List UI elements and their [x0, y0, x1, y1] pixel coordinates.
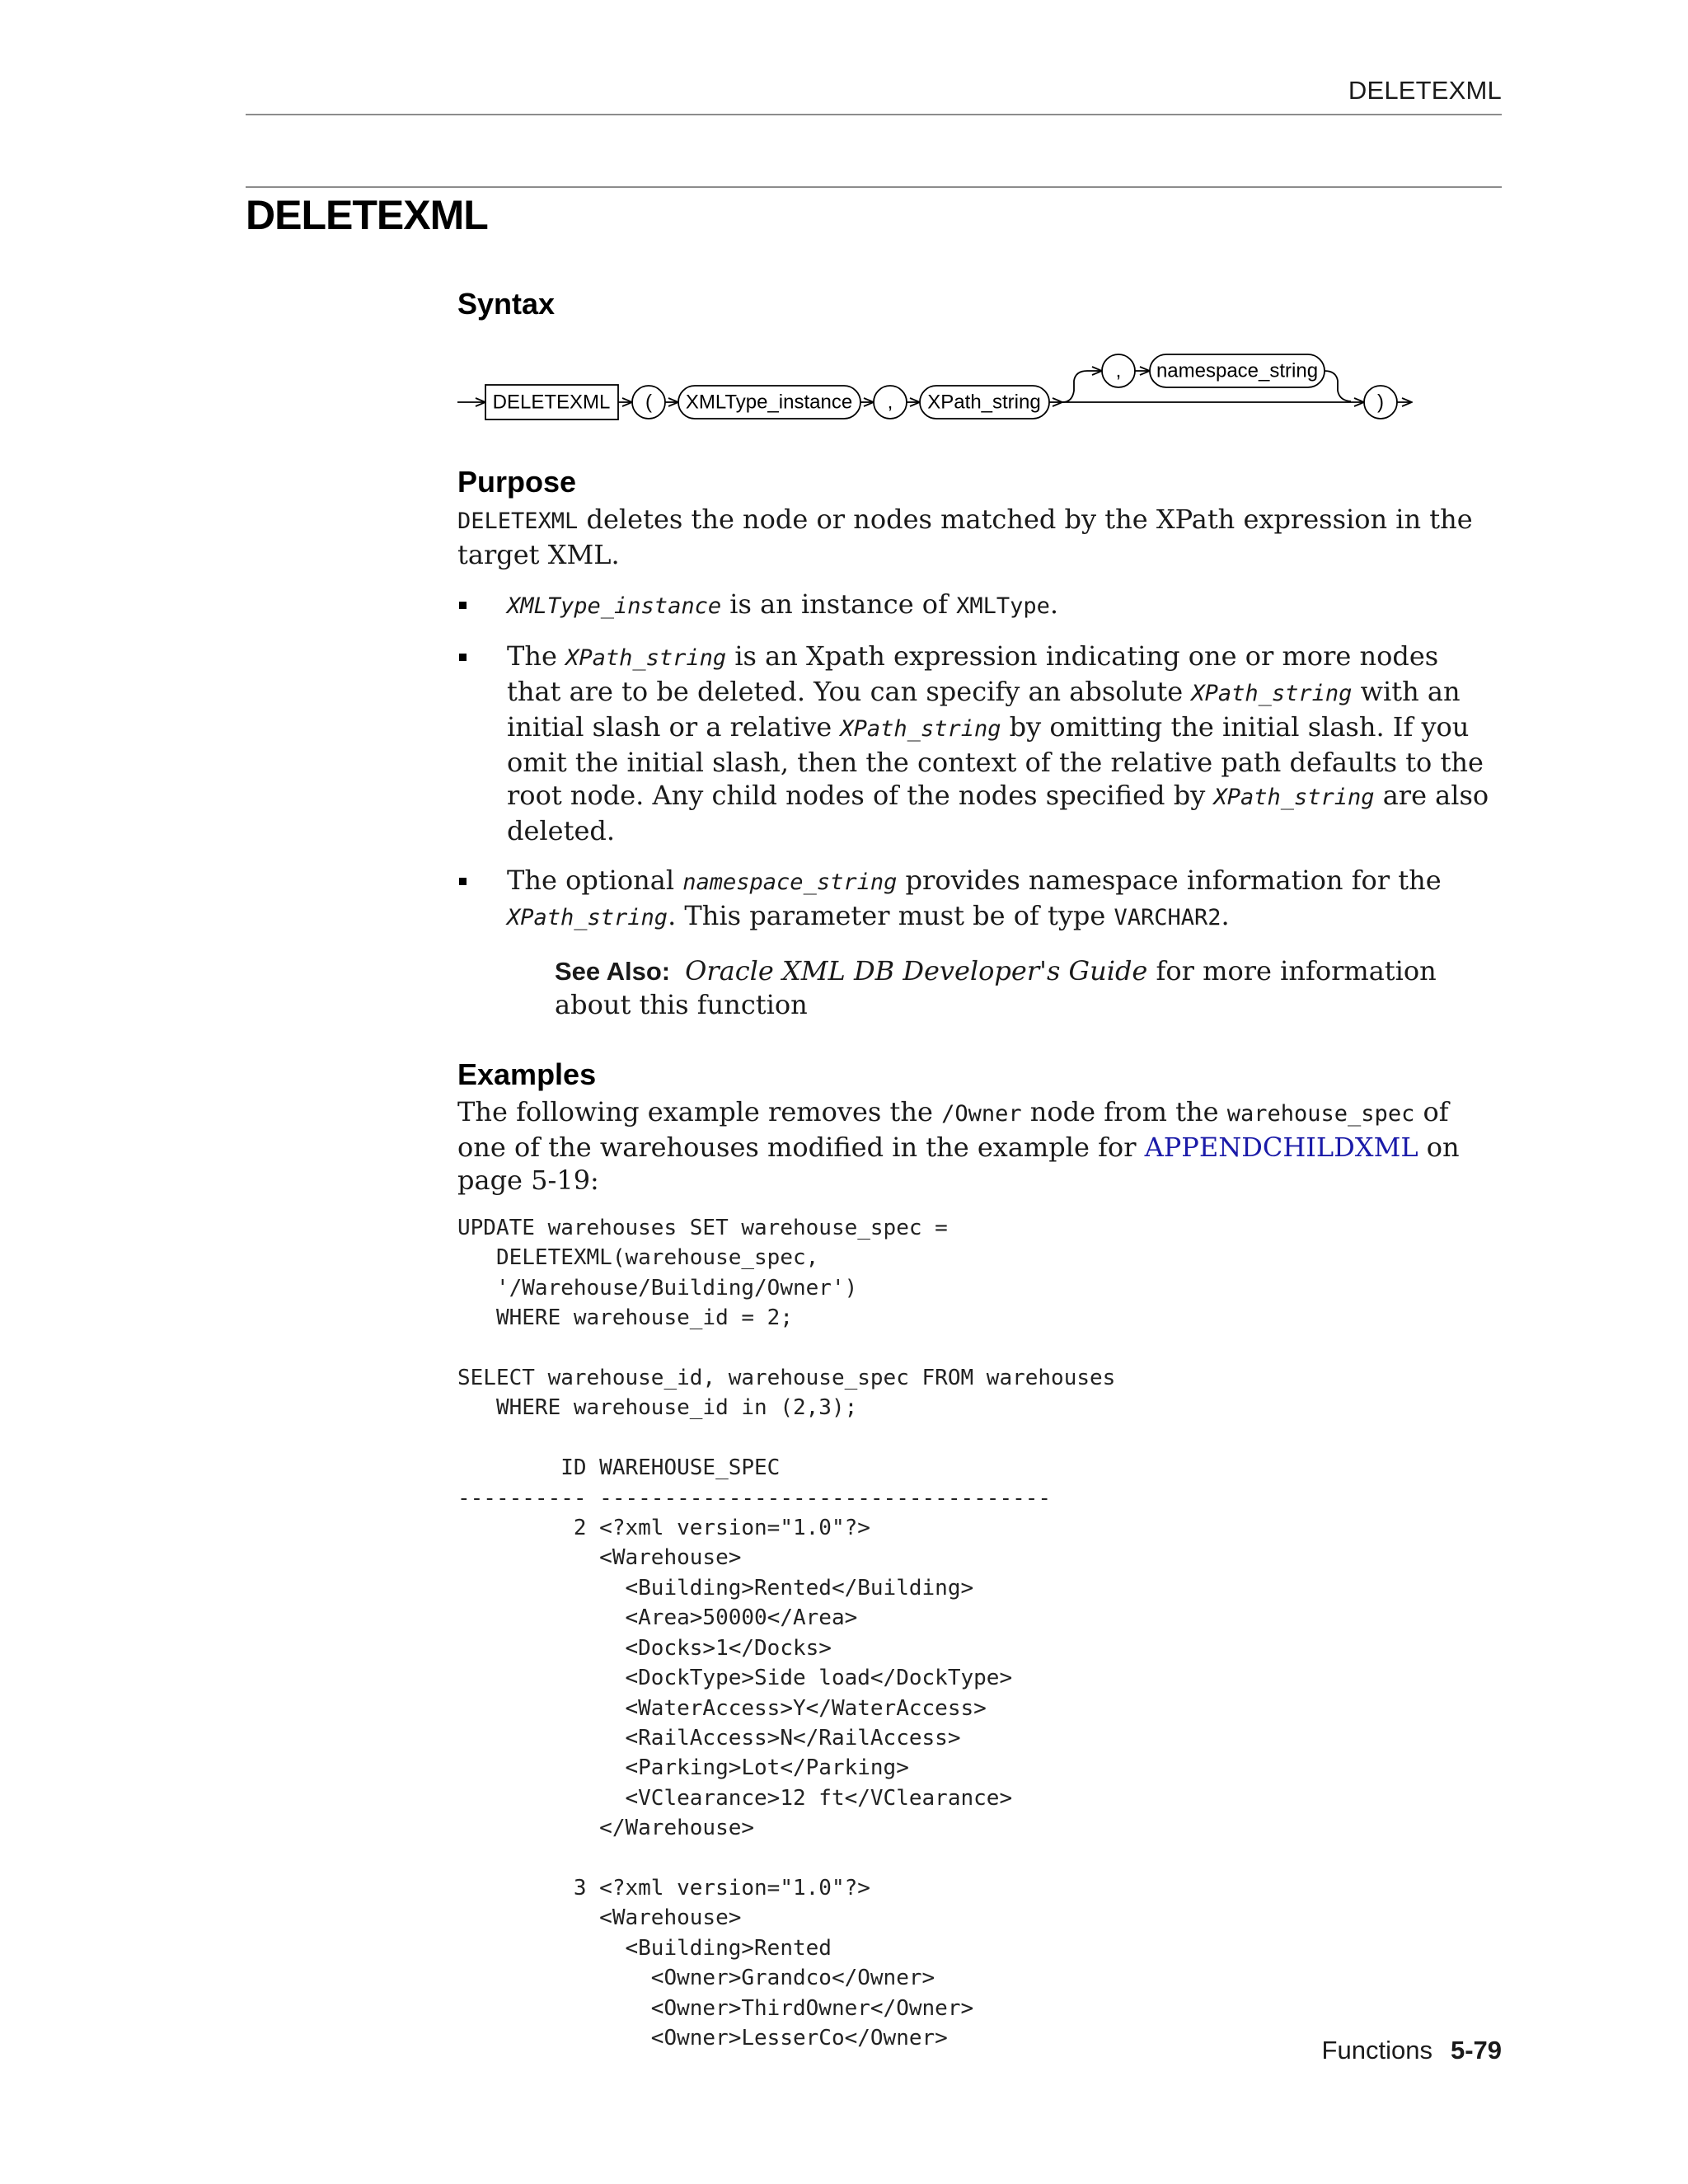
- diagram-arg-namespace-string: namespace_string: [1156, 359, 1319, 382]
- page-footer: [1322, 2036, 1502, 2065]
- see-also-note: See Also: Oracle XML DB Developer's Guide for more information about this function: [555, 955, 1437, 1020]
- diagram-arg-xmltype-instance: XMLType_instance: [685, 391, 853, 414]
- list-item: The optional namespace_string provides namespace information for the XPath_string. This parameter must be of type VARCHAR2.: [457, 864, 1500, 935]
- diagram-open-paren: (: [645, 391, 652, 414]
- purpose-intro: DELETEXML deletes the node or nodes matched by the XPath expression in the target XML.: [457, 504, 1473, 570]
- page-title: DELETEXML: [246, 192, 488, 238]
- main-content: [457, 272, 1500, 2053]
- running-header: DELETEXML: [1348, 76, 1502, 105]
- see-also-label: See Also:: [555, 957, 671, 986]
- header-rule: [246, 114, 1502, 115]
- diagram-comma-1: ,: [887, 391, 893, 414]
- see-also-book-title: Oracle XML DB Developer's Guide: [685, 955, 1148, 987]
- purpose-heading: Purpose: [457, 465, 577, 499]
- appendchildxml-link[interactable]: APPENDCHILDXML: [1144, 1132, 1418, 1163]
- diagram-comma-2: ,: [1115, 359, 1122, 382]
- footer-page-number: 5-79: [1450, 2036, 1502, 2064]
- bullet-icon: [459, 654, 467, 661]
- example-code-block: UPDATE warehouses SET warehouse_spec = DELETEXML(warehouse_spec, '/Warehouse/Building/Owner') WHERE warehouse_id = 2; SELECT warehouse_id, warehouse_spec FROM warehouses WHERE warehouse_id in (2,3); ID WAREHOUSE_SPEC ---------- ----------------------------------- 2 <?xml version="1.0"?> <Warehouse> <Building>Rented</Building> <Area>50000</Area> <Docks>1</Docks> <DockType>Side load</DockType> <WaterAccess>Y</WaterAccess> <RailAccess>N</RailAccess> <Parking>Lot</Parking> <VClearance>12 ft</VClearance> </Warehouse> 3 <?xml version="1.0"?> <Warehouse> <Building>Rented <Owner>Grandco</Owner> <Owner>ThirdOwner</Owner> <Owner>LesserCo</Owner>: [457, 1216, 1116, 2050]
- list-item: XMLType_instance is an instance of XMLType.: [457, 588, 1500, 623]
- footer-section: Functions: [1321, 2036, 1432, 2064]
- bullet-icon: [459, 602, 467, 609]
- bullet-icon: [459, 878, 467, 885]
- syntax-diagram: [457, 346, 1500, 422]
- examples-intro: The following example removes the /Owner node from the warehouse_spec of one of the warehouses modified in the example for APPENDCHILDXML on page 5-19:: [457, 1096, 1460, 1196]
- examples-heading: Examples: [457, 1057, 597, 1091]
- list-item: The XPath_string is an Xpath expression indicating one or more nodes that are to be deleted. You can specify an absolute XPath_string with an initial slash or a relative XPath_string by omitting the initial slash. If you omit the initial slash, then the context of the relative path defaults to the root node. Any child nodes of the nodes specified by XPath_string are also deleted.: [457, 640, 1500, 847]
- syntax-heading: Syntax: [457, 287, 556, 321]
- purpose-bullets: [457, 588, 1500, 935]
- title-rule: [246, 186, 1502, 188]
- diagram-keyword: DELETEXML: [492, 391, 611, 414]
- diagram-arg-xpath-string: XPath_string: [927, 391, 1041, 414]
- diagram-close-paren: ): [1377, 391, 1384, 414]
